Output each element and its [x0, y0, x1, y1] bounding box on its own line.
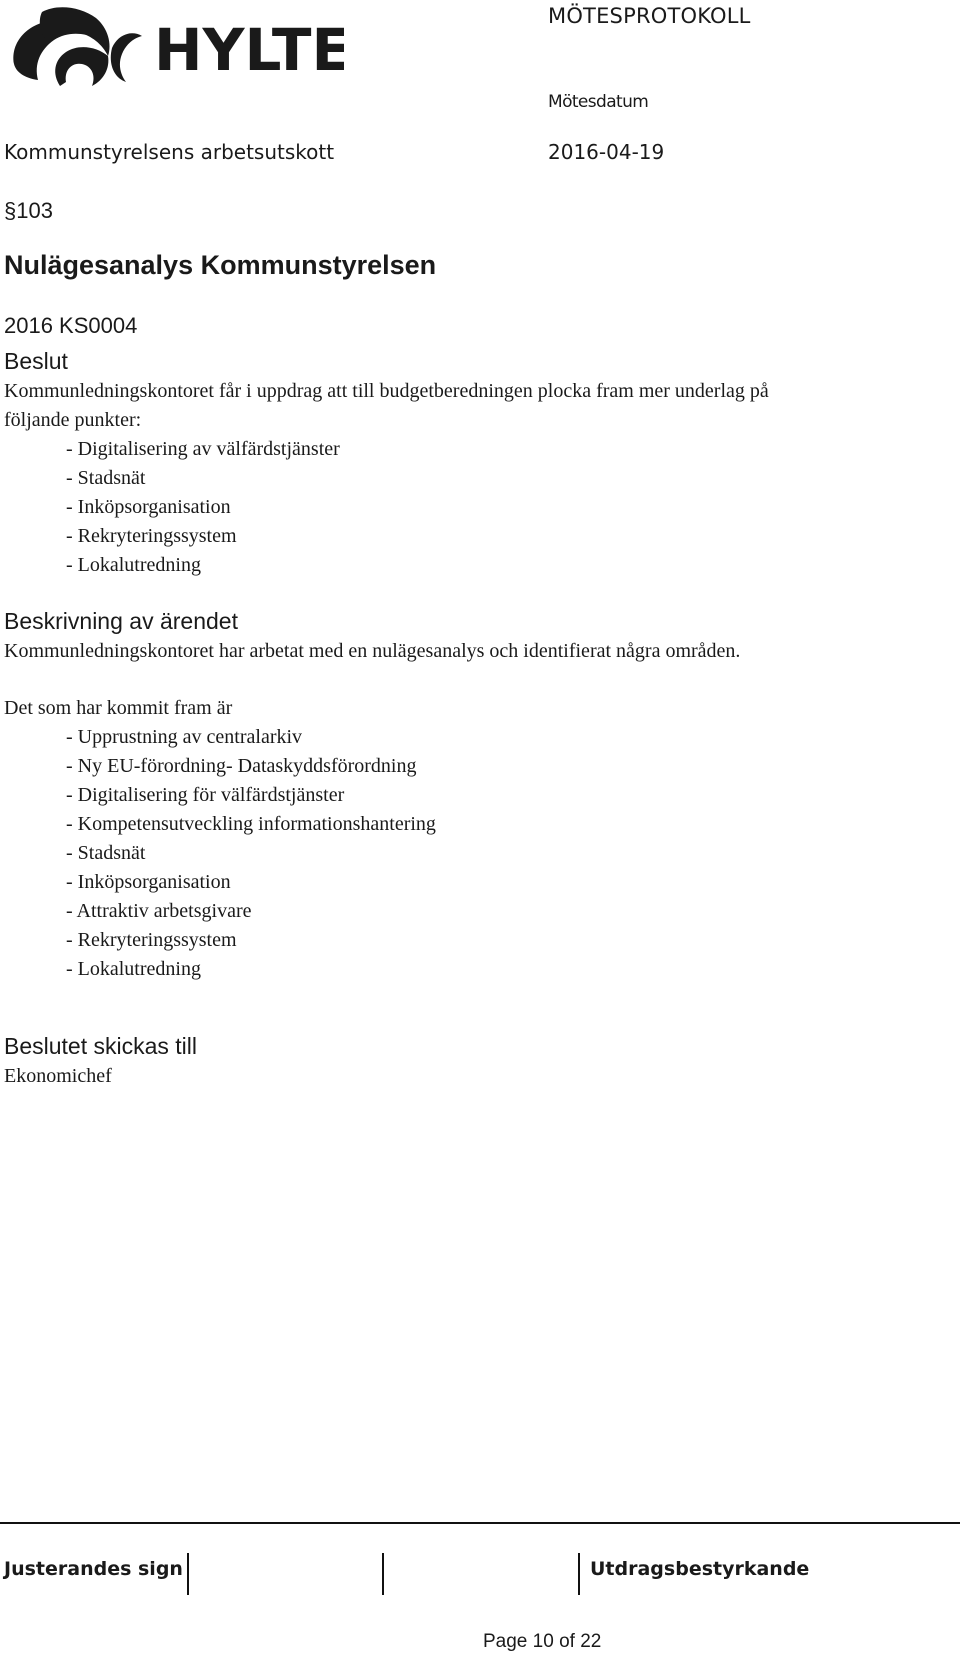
- description-list-item: - Ny EU-förordning- Dataskyddsförordning: [66, 755, 417, 777]
- description-list-item: - Lokalutredning: [66, 958, 201, 980]
- description-list-item: - Stadsnät: [66, 842, 146, 864]
- meeting-date-label: Mötesdatum: [548, 92, 649, 112]
- decision-list-item: - Lokalutredning: [66, 554, 201, 576]
- organ-name: Kommunstyrelsens arbetsutskott: [4, 140, 335, 164]
- signature-box-divider: [578, 1553, 580, 1595]
- footer-divider: [0, 1522, 960, 1524]
- description-heading: Beskrivning av ärendet: [4, 608, 238, 634]
- sent-to-recipient: Ekonomichef: [4, 1065, 112, 1087]
- decision-list-item: - Stadsnät: [66, 467, 146, 489]
- decision-text-line2: följande punkter:: [4, 409, 142, 431]
- signature-box-divider: [187, 1553, 189, 1595]
- logo-wordmark: HYLTE: [154, 16, 344, 84]
- description-text-line2: Det som har kommit fram är: [4, 697, 233, 719]
- page-number: Page 10 of 22: [483, 1631, 602, 1652]
- signature-box-divider: [382, 1553, 384, 1595]
- description-list-item: - Upprustning av centralarkiv: [66, 726, 303, 748]
- description-text-line1: Kommunledningskontoret har arbetat med en nulägesanalys och identifierat några områden.: [4, 640, 741, 662]
- description-list-item: - Attraktiv arbetsgivare: [66, 900, 252, 922]
- decision-list-item: - Digitalisering av välfärdstjänster: [66, 438, 340, 460]
- decision-heading: Beslut: [4, 348, 68, 374]
- description-list-item: - Rekryteringssystem: [66, 929, 237, 951]
- meeting-date: 2016-04-19: [548, 140, 665, 164]
- paragraph-number: §103: [4, 198, 53, 223]
- description-list-item: - Inköpsorganisation: [66, 871, 231, 893]
- description-list-item: - Digitalisering för välfärdstjänster: [66, 784, 345, 806]
- document-type: MÖTESPROTOKOLL: [548, 4, 751, 28]
- description-list-item: - Kompetensutveckling informationshantering: [66, 813, 436, 835]
- case-number: 2016 KS0004: [4, 313, 138, 338]
- decision-list-item: - Inköpsorganisation: [66, 496, 231, 518]
- sent-to-heading: Beslutet skickas till: [4, 1033, 198, 1059]
- decision-list-item: - Rekryteringssystem: [66, 525, 237, 547]
- adjusters-sign-label: Justerandes sign: [4, 1558, 183, 1580]
- hylte-emblem-icon: [4, 2, 344, 92]
- page-title: Nulägesanalys Kommunstyrelsen: [4, 250, 437, 280]
- extract-certifier-label: Utdragsbestyrkande: [590, 1558, 810, 1580]
- hylte-logo: [4, 2, 344, 92]
- decision-text-line1: Kommunledningskontoret får i uppdrag att till budgetberedningen plocka fram mer underlag på: [4, 380, 769, 402]
